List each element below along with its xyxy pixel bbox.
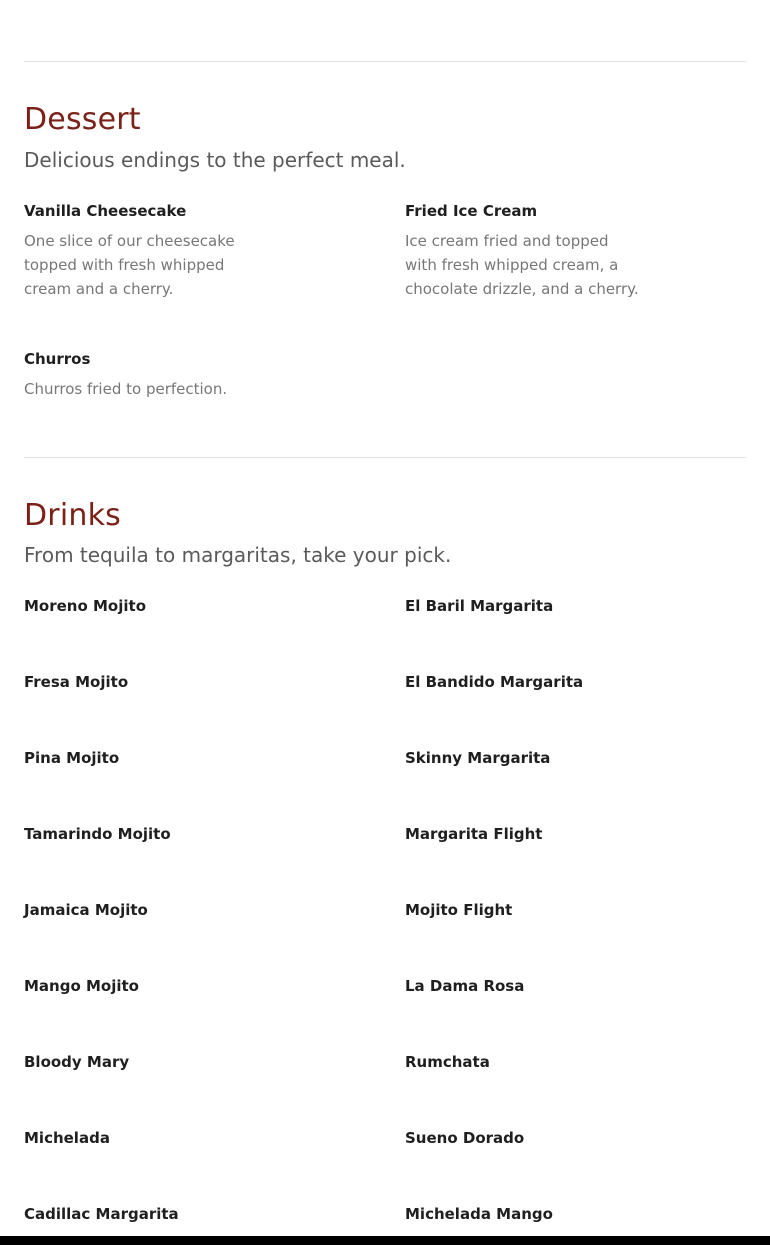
dessert-subtitle: Delicious endings to the perfect meal. — [24, 148, 406, 172]
dessert-title: Dessert — [24, 102, 141, 137]
top-divider — [24, 61, 746, 62]
menu-item-description: Churros fried to perfection. — [24, 380, 228, 398]
drink-item — [405, 1204, 655, 1224]
menu-item — [24, 349, 274, 401]
drink-item — [24, 1052, 274, 1072]
drink-item-name: Bloody Mary — [24, 1053, 130, 1071]
drink-item-name: La Dama Rosa — [405, 977, 525, 995]
drink-item — [405, 748, 655, 768]
drink-item-name: El Bandido Margarita — [405, 673, 584, 691]
drink-item-name: Margarita Flight — [405, 825, 543, 843]
drink-item-name: Sueno Dorado — [405, 1129, 525, 1147]
drink-item — [24, 900, 274, 920]
menu-item-description: Ice cream fried and topped with fresh whipped cream, a chocolate drizzle, and a cherry. — [405, 232, 639, 298]
drink-item — [24, 748, 274, 768]
drink-item — [24, 672, 274, 692]
drink-item-name: Rumchata — [405, 1053, 490, 1071]
drink-item-name: Tamarindo Mojito — [24, 825, 171, 843]
menu-item — [405, 201, 655, 301]
drink-item-name: Skinny Margarita — [405, 749, 551, 767]
drink-item — [405, 1128, 655, 1148]
menu-item-description: One slice of our cheesecake topped with fresh whipped cream and a cherry. — [24, 232, 235, 298]
drink-item — [405, 672, 655, 692]
drink-item — [24, 976, 274, 996]
drink-item — [405, 900, 655, 920]
drink-item — [405, 1052, 655, 1072]
drink-item — [24, 824, 274, 844]
drink-item-name: Moreno Mojito — [24, 597, 146, 615]
menu-item-name: Churros — [24, 350, 91, 368]
drink-item — [24, 1204, 274, 1224]
section-divider — [24, 457, 746, 458]
drink-item-name: Michelada — [24, 1129, 110, 1147]
bottom-bar — [0, 1236, 770, 1245]
drinks-subtitle: From tequila to margaritas, take your pick. — [24, 543, 452, 567]
drink-item — [405, 824, 655, 844]
drink-item-name: Mango Mojito — [24, 977, 139, 995]
drink-item-name: El Baril Margarita — [405, 597, 554, 615]
menu-item-name: Fried Ice Cream — [405, 202, 538, 220]
menu-item — [24, 201, 274, 301]
drink-item — [24, 1128, 274, 1148]
drink-item-name: Pina Mojito — [24, 749, 120, 767]
drinks-title: Drinks — [24, 498, 121, 533]
drink-item — [405, 976, 655, 996]
drink-item-name: Cadillac Margarita — [24, 1205, 179, 1223]
drink-item-name: Mojito Flight — [405, 901, 513, 919]
drink-item — [24, 596, 274, 616]
drink-item-name: Jamaica Mojito — [24, 901, 148, 919]
drink-item-name: Michelada Mango — [405, 1205, 553, 1223]
drink-item-name: Fresa Mojito — [24, 673, 129, 691]
menu-item-name: Vanilla Cheesecake — [24, 202, 187, 220]
drink-item — [405, 596, 655, 616]
